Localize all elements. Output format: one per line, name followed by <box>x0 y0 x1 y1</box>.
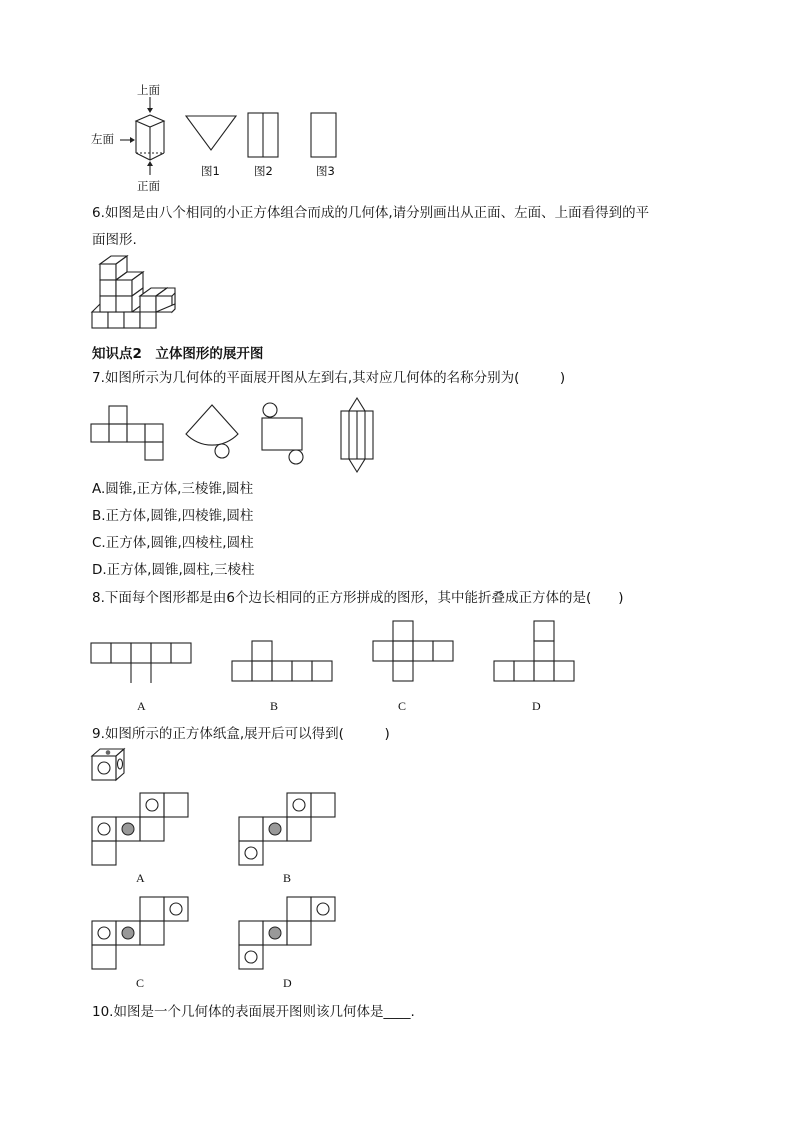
section-heading: 知识点2 立体图形的展开图 <box>92 346 264 362</box>
q7-option-a[interactable]: A.圆锥,正方体,三棱锥,圆柱 <box>92 481 254 497</box>
q9-text: 9.如图所示的正方体纸盒,展开后可以得到( ) <box>92 726 390 742</box>
q9-label-b: B <box>283 871 292 885</box>
q7-nets <box>0 395 794 475</box>
q6-text-line1: 6.如图是由八个相同的小正方体组合而成的几何体,请分别画出从正面、左面、上面看得到的平 <box>92 205 650 221</box>
q8-nets <box>0 615 794 695</box>
left-face-label: 左面 <box>91 134 114 146</box>
q9-label-a: A <box>136 871 145 885</box>
q8-text: 8.下面每个图形都是由6个边长相同的正方形拼成的图形，其中能折叠成正方体的是( ) <box>92 590 624 606</box>
q7-option-d[interactable]: D.正方体,圆锥,圆柱,三棱柱 <box>92 562 255 578</box>
q7-option-b[interactable]: B.正方体,圆锥,四棱锥,圆柱 <box>92 508 254 524</box>
q8-label-a: A <box>137 699 146 713</box>
q7-text: 7.如图所示为几何体的平面展开图从左到右,其对应几何体的名称分别为( ) <box>92 370 566 386</box>
q9-label-d: D <box>283 976 292 990</box>
q7-option-c[interactable]: C.正方体,圆锥,四棱柱,圆柱 <box>92 535 254 551</box>
top-face-label: 上面 <box>137 85 160 97</box>
q10-text: 10.如图是一个几何体的表面展开图则该几何体是____. <box>92 1004 415 1020</box>
fig3-label: 图3 <box>316 164 335 178</box>
q9-label-c: C <box>136 976 145 990</box>
q8-label-b: B <box>270 699 279 713</box>
fig2-label: 图2 <box>254 164 273 178</box>
fig1-label: 图1 <box>201 164 220 178</box>
q6-text-line2: 面图形. <box>92 232 137 248</box>
q8-label-d: D <box>532 699 541 713</box>
prism-drawing <box>0 0 794 200</box>
front-face-label: 正面 <box>137 181 160 193</box>
q8-label-c: C <box>398 699 407 713</box>
q6-cube-stack <box>0 250 794 350</box>
q9-figures <box>0 745 794 985</box>
